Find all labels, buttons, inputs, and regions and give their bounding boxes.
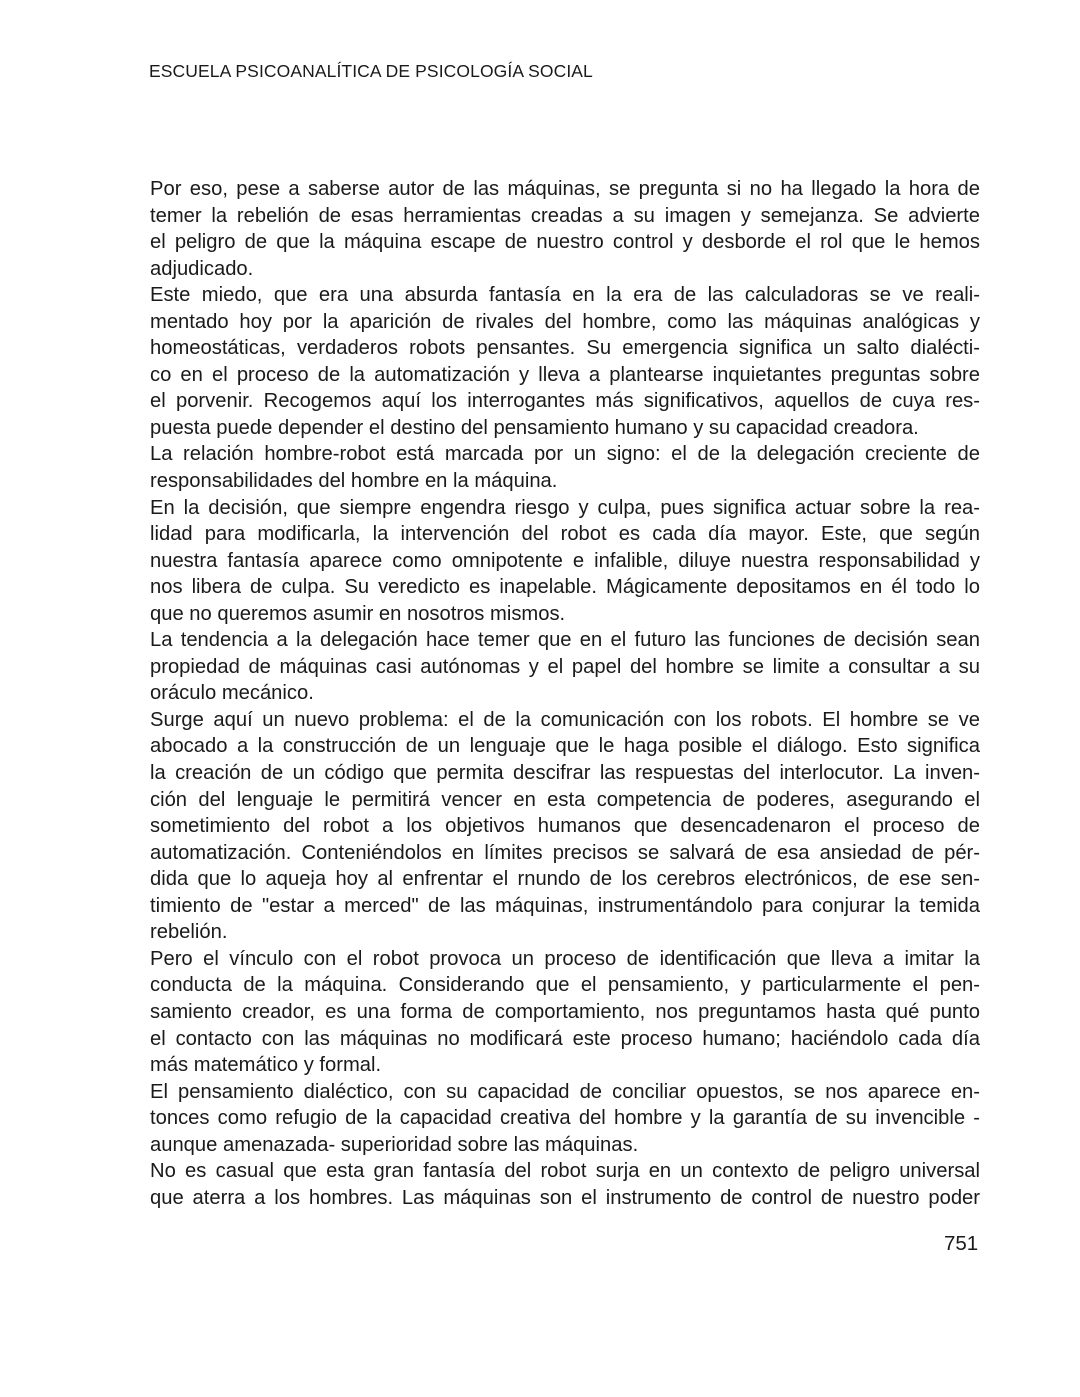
- text-line: Surge aquí un nuevo problema: el de la comunicación con los robots. El hombre se ve: [150, 708, 980, 731]
- text-line: homeostáticas, verdaderos robots pensantes. Su emergencia significa un salto dialécti-: [150, 337, 980, 360]
- text-line: lidad para modificarla, la intervención del robot es cada día mayor. Este, que según: [150, 523, 980, 546]
- paragraph: [150, 282, 980, 441]
- text-line: dida que lo aqueja hoy al enfrentar el rnundo de los cerebros electrónicos, de ese sen-: [150, 868, 980, 891]
- text-line: propiedad de máquinas casi autónomas y el papel del hombre se limite a consultar a su: [150, 655, 980, 678]
- text-line: El pensamiento dialéctico, con su capacidad de conciliar opuestos, se nos aparece en-: [150, 1080, 980, 1103]
- paragraph: [150, 946, 980, 1079]
- body-text: [150, 176, 980, 1211]
- text-line: La tendencia a la delegación hace temer que en el futuro las funciones de decisión sean: [150, 629, 980, 652]
- text-line: co en el proceso de la automatización y lleva a plantearse inquietantes preguntas sobre: [150, 363, 980, 386]
- text-line: Pero el vínculo con el robot provoca un proceso de identificación que lleva a imitar la: [150, 947, 980, 970]
- text-line: ción del lenguaje le permitirá vencer en esta competencia de poderes, asegurando el: [150, 788, 980, 811]
- text-line: nuestra fantasía aparece como omnipotente e infalible, diluye nuestra responsabilidad y: [150, 549, 980, 572]
- paragraph: [150, 176, 980, 282]
- text-line: automatización. Conteniéndolos en límites precisos se salvará de esa ansiedad de pér-: [150, 841, 980, 864]
- text-line: oráculo mecánico.: [150, 682, 314, 705]
- text-line: responsabilidades del hombre en la máquina.: [150, 470, 558, 493]
- text-line: que no queremos asumir en nosotros mismos.: [150, 602, 566, 625]
- text-line: samiento creador, es una forma de comportamiento, nos preguntamos hasta qué punto: [150, 1000, 980, 1023]
- text-line: La relación hombre-robot está marcada por un signo: el de la delegación creciente de: [150, 443, 980, 466]
- text-line: el peligro de que la máquina escape de nuestro control y desborde el rol que le hemos: [150, 231, 980, 254]
- text-line: que aterra a los hombres. Las máquinas son el instrumento de control de nuestro poder: [150, 1186, 980, 1209]
- text-line: la creación de un código que permita descifrar las respuestas del interlocutor. La inven-: [150, 762, 980, 785]
- text-line: rebelión.: [150, 921, 228, 944]
- text-line: el porvenir. Recogemos aquí los interrogantes más significativos, aquellos de cuya res-: [150, 390, 980, 413]
- text-line: nos libera de culpa. Su veredicto es inapelable. Mágicamente depositamos en él todo lo: [150, 576, 980, 599]
- paragraph: [150, 495, 980, 628]
- text-line: Por eso, pese a saberse autor de las máquinas, se pregunta si no ha llegado la hora de: [150, 178, 980, 200]
- paragraph: [150, 627, 980, 707]
- running-header: ESCUELA PSICOANALÍTICA DE PSICOLOGÍA SOCIAL: [149, 61, 593, 81]
- text-line: más matemático y formal.: [150, 1054, 382, 1077]
- text-line: sometimiento del robot a los objetivos humanos que desencadenaron el proceso de: [150, 815, 980, 838]
- text-line: adjudicado.: [150, 257, 254, 280]
- paragraph: [150, 707, 980, 946]
- text-line: puesta puede depender el destino del pensamiento humano y su capacidad creadora.: [150, 416, 919, 439]
- text-line: abocado a la construcción de un lenguaje que le haga posible el diálogo. Esto significa: [150, 735, 980, 758]
- paragraph: [150, 441, 980, 494]
- text-line: timiento de "estar a merced" de las máquinas, instrumentándolo para conjurar la temida: [150, 894, 980, 917]
- text-line: mentado hoy por la aparición de rivales del hombre, como las máquinas analógicas y: [150, 310, 980, 333]
- text-line: Este miedo, que era una absurda fantasía en la era de las calculadoras se ve reali-: [150, 284, 980, 307]
- text-line: temer la rebelión de esas herramientas creadas a su imagen y semejanza. Se advierte: [150, 204, 980, 227]
- text-line: aunque amenazada- superioridad sobre las máquinas.: [150, 1133, 639, 1156]
- paragraph: [150, 1158, 980, 1211]
- text-line: En la decisión, que siempre engendra riesgo y culpa, pues significa actuar sobre la rea-: [150, 496, 980, 519]
- text-line: tonces como refugio de la capacidad creativa del hombre y la garantía de su invencible -: [150, 1107, 980, 1130]
- text-line: conducta de la máquina. Considerando que el pensamiento, y particularmente el pen-: [150, 974, 980, 997]
- paragraph: [150, 1079, 980, 1159]
- page-number: 751: [944, 1232, 979, 1255]
- text-line: el contacto con las máquinas no modificará este proceso humano; haciéndolo cada día: [150, 1027, 980, 1050]
- text-line: No es casual que esta gran fantasía del robot surja en un contexto de peligro universal: [150, 1160, 980, 1183]
